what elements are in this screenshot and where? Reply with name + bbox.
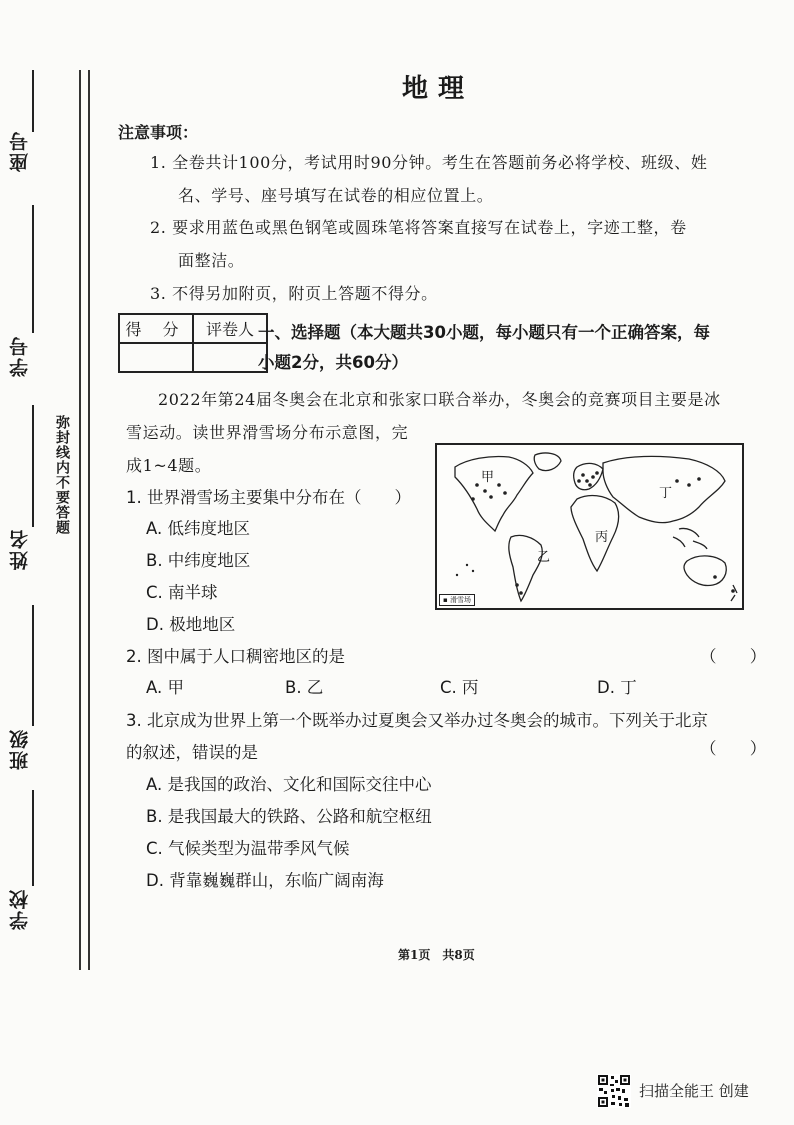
page-title: 地理 xyxy=(402,74,475,104)
score-header: 得 分 xyxy=(119,314,193,343)
notice-item-1-cont: 名、学号、座号填写在试卷的相应位置上。 xyxy=(178,186,494,205)
q1-option-c[interactable]: C. 南半球 xyxy=(146,583,218,602)
seat-number-blank[interactable] xyxy=(32,70,34,132)
europe-outline xyxy=(574,463,603,489)
grader-cell[interactable] xyxy=(193,343,267,372)
map-label-yi: 乙 xyxy=(537,550,551,565)
q3-answer-blank[interactable]: （ ） xyxy=(700,739,781,758)
southeast-asia-islands xyxy=(673,528,707,549)
seal-line-notice: 弥封线内不要答题 xyxy=(54,415,70,535)
notice-item-3: 3. 不得另加附页，附页上答题不得分。 xyxy=(150,284,438,303)
student-id-label: 学号 xyxy=(9,335,31,377)
scanner-watermark: 扫描全能王 创建 xyxy=(639,1082,749,1100)
map-legend: ▪ 滑雪场 xyxy=(439,594,475,606)
notice-heading: 注意事项： xyxy=(118,123,199,142)
q1-option-b[interactable]: B. 中纬度地区 xyxy=(146,551,251,570)
q2-answer-blank[interactable]: （ ） xyxy=(700,647,781,666)
name-label: 姓名 xyxy=(9,528,31,570)
q2-option-b[interactable]: B. 乙 xyxy=(285,678,324,697)
notice-item-2: 2. 要求用蓝色或黑色钢笔或圆珠笔将答案直接写在试卷上，字迹工整，卷 xyxy=(150,218,687,237)
map-label-ding: 丁 xyxy=(659,486,673,501)
south-america-outline xyxy=(509,535,542,601)
world-ski-resort-map xyxy=(435,443,744,610)
q2-option-a[interactable]: A. 甲 xyxy=(146,678,184,697)
q3-option-b[interactable]: B. 是我国最大的铁路、公路和航空枢纽 xyxy=(146,807,432,826)
qr-code-icon xyxy=(597,1074,631,1108)
q1-option-a[interactable]: A. 低纬度地区 xyxy=(146,519,250,538)
australia-outline xyxy=(684,556,726,586)
school-blank[interactable] xyxy=(32,790,34,886)
q3-option-d[interactable]: D. 背靠巍巍群山，东临广阔南海 xyxy=(146,871,384,890)
school-label: 学校 xyxy=(9,888,31,930)
q2-option-d[interactable]: D. 丁 xyxy=(597,678,637,697)
intro-text: 2022年第24届冬奥会在北京和张家口联合举办，冬奥会的竞赛项目主要是冰 xyxy=(158,390,721,409)
question-3-stem: 3. 北京成为世界上第一个既举办过夏奥会又举办过冬奥会的城市。下列关于北京 xyxy=(126,711,708,730)
q3-option-a[interactable]: A. 是我国的政治、文化和国际交往中心 xyxy=(146,775,432,794)
class-blank[interactable] xyxy=(32,605,34,726)
class-label: 班级 xyxy=(9,728,31,770)
world-map-graphic xyxy=(437,445,742,608)
intro-text-cont: 雪运动。读世界滑雪场分布示意图，完 xyxy=(126,423,409,442)
grader-header: 评卷人 xyxy=(193,314,267,343)
seat-number-label: 座号 xyxy=(9,130,31,172)
intro-text-end: 成1~4题。 xyxy=(126,456,212,475)
score-box xyxy=(118,313,268,373)
question-3-stem-cont: 的叙述，错误的是 xyxy=(126,743,258,762)
question-2-stem: 2. 图中属于人口稠密地区的是 xyxy=(126,647,345,666)
binding-line xyxy=(88,70,90,970)
new-zealand-outline xyxy=(731,585,737,601)
greenland-outline xyxy=(534,453,561,471)
notice-item-1: 1. 全卷共计100分，考试用时90分钟。考生在答题前务必将学校、班级、姓 xyxy=(150,153,708,172)
binding-line xyxy=(79,70,81,970)
page-number: 第1页 共8页 xyxy=(398,948,475,962)
question-1-stem: 1. 世界滑雪场主要集中分布在（ ） xyxy=(126,488,411,507)
map-label-bing: 丙 xyxy=(595,530,609,545)
north-america-outline xyxy=(455,456,533,531)
notice-item-2-cont: 面整洁。 xyxy=(178,251,245,270)
q3-option-c[interactable]: C. 气候类型为温带季风气候 xyxy=(146,839,350,858)
student-id-blank[interactable] xyxy=(32,205,34,333)
q2-option-c[interactable]: C. 丙 xyxy=(440,678,479,697)
section-title: 一、选择题（本大题共30小题，每小题只有一个正确答案，每 xyxy=(258,323,710,342)
score-cell[interactable] xyxy=(119,343,193,372)
map-label-jia: 甲 xyxy=(481,470,495,485)
name-blank[interactable] xyxy=(32,405,34,527)
q1-option-d[interactable]: D. 极地地区 xyxy=(146,615,236,634)
section-title-cont: 小题2分，共60分） xyxy=(258,353,408,372)
